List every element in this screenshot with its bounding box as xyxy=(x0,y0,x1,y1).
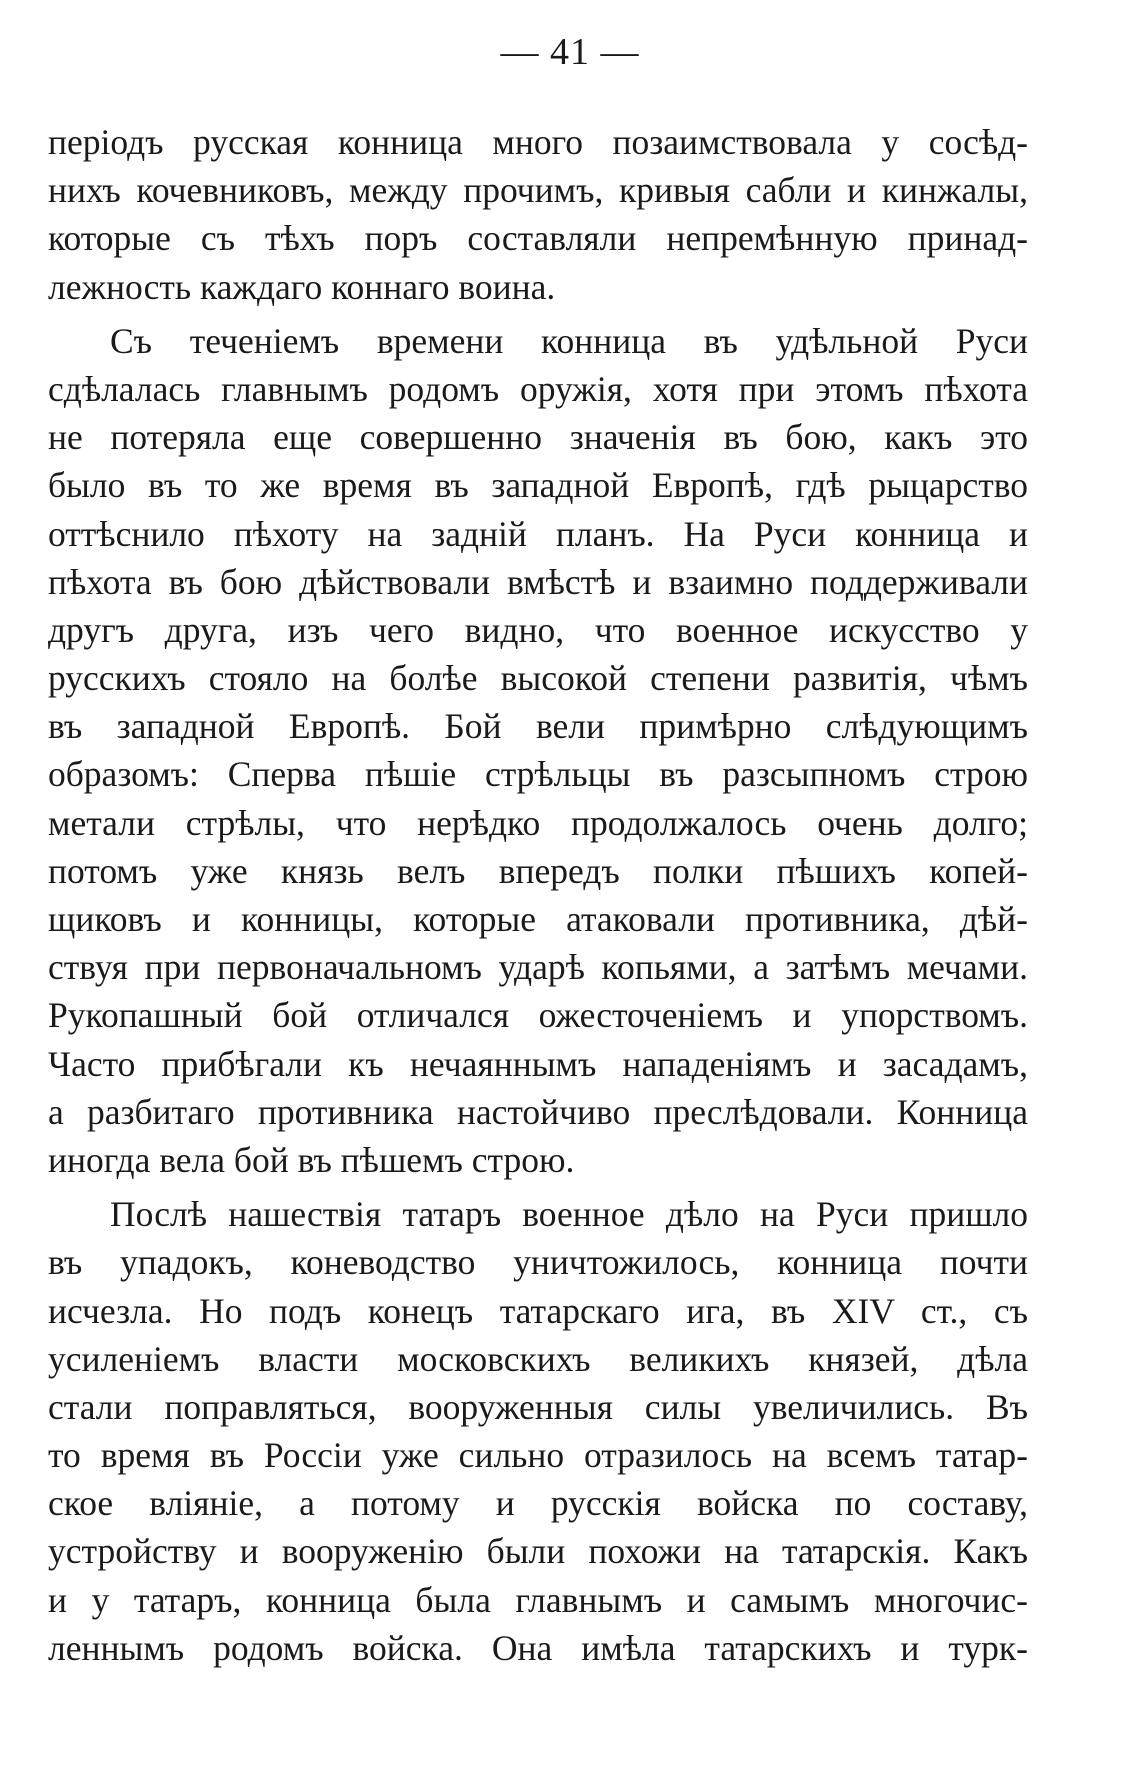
text-line: стали поправляться, вооруженныя силы увеличились. Въ xyxy=(48,1386,1028,1427)
text-line: Рукопашный бой отличался ожесточеніемъ и упорствомъ. xyxy=(48,995,1028,1036)
text-line: оттѣснило пѣхоту на задній планъ. На Руси конница и xyxy=(48,513,1028,554)
text-line: лежность каждаго коннаго воина. xyxy=(48,266,556,307)
text-line: не потеряла еще совершенно значенія въ бою, какъ это xyxy=(48,417,1028,458)
text-line: въ упадокъ, коневодство уничтожилось, конница почти xyxy=(48,1242,1028,1283)
text-line: Часто прибѣгали къ нечаяннымъ нападеніямъ и засадамъ, xyxy=(48,1043,1028,1084)
text-line: метали стрѣлы, что нерѣдко продолжалось очень долго; xyxy=(48,802,1028,843)
text-line: иногда вела бой въ пѣшемъ строю. xyxy=(48,1139,575,1180)
paragraph xyxy=(48,118,1028,311)
text-line: русскихъ стояло на болѣе высокой степени развитія, чѣмъ xyxy=(48,658,1028,699)
text-line: другъ друга, изъ чего видно, что военное искусство у xyxy=(48,609,1028,650)
text-line: то время въ Россіи уже сильно отразилось на всемъ татар- xyxy=(48,1435,1028,1476)
text-line: сдѣлалась главнымъ родомъ оружія, хотя при этомъ пѣхота xyxy=(48,368,1028,409)
text-line: Съ теченіемъ времени конница въ удѣльной Руси xyxy=(110,320,1028,361)
text-line: было въ то же время въ западной Европѣ, гдѣ рыцарство xyxy=(48,465,1028,506)
text-line: а разбитаго противника настойчиво преслѣдовали. Конница xyxy=(48,1091,1028,1132)
page-number: — 41 — xyxy=(500,31,640,73)
text-line: леннымъ родомъ войска. Она имѣла татарскихъ и турк- xyxy=(48,1627,1028,1668)
text-line: потомъ уже князь велъ впередъ полки пѣшихъ копей- xyxy=(48,850,1028,891)
body-text xyxy=(48,118,1028,1672)
paragraph xyxy=(48,317,1028,1184)
text-line: ствуя при первоначальномъ ударѣ копьями, а затѣмъ мечами. xyxy=(48,947,1028,988)
text-line: которые съ тѣхъ поръ составляли непремѣнную принад- xyxy=(48,218,1028,259)
text-line: въ западной Европѣ. Бой вели примѣрно слѣдующимъ xyxy=(48,706,1028,747)
text-line: періодъ русская конница много позаимствовала у сосѣд- xyxy=(48,122,1028,162)
text-line: Послѣ нашествія татаръ военное дѣло на Руси пришло xyxy=(110,1194,1028,1235)
text-line: устройству и вооруженію были похожи на татарскія. Какъ xyxy=(48,1531,1028,1572)
text-line: нихъ кочевниковъ, между прочимъ, кривыя сабли и кинжалы, xyxy=(48,170,1028,211)
paragraph xyxy=(48,1190,1028,1672)
text-line: образомъ: Сперва пѣшіе стрѣльцы въ разсыпномъ строю xyxy=(48,754,1028,795)
text-line: ское вліяніе, а потому и русскія войска по составу, xyxy=(48,1483,1028,1524)
text-line: щиковъ и конницы, которые атаковали противника, дѣй- xyxy=(48,899,1028,939)
text-line: и у татаръ, конница была главнымъ и самымъ многочис- xyxy=(48,1579,1028,1620)
text-line: исчезла. Но подъ конецъ татарскаго ига, въ XIV ст., съ xyxy=(48,1290,1028,1331)
text-line: пѣхота въ бою дѣйствовали вмѣстѣ и взаимно поддерживали xyxy=(48,561,1028,602)
text-line: усиленіемъ власти московскихъ великихъ князей, дѣла xyxy=(48,1338,1028,1379)
